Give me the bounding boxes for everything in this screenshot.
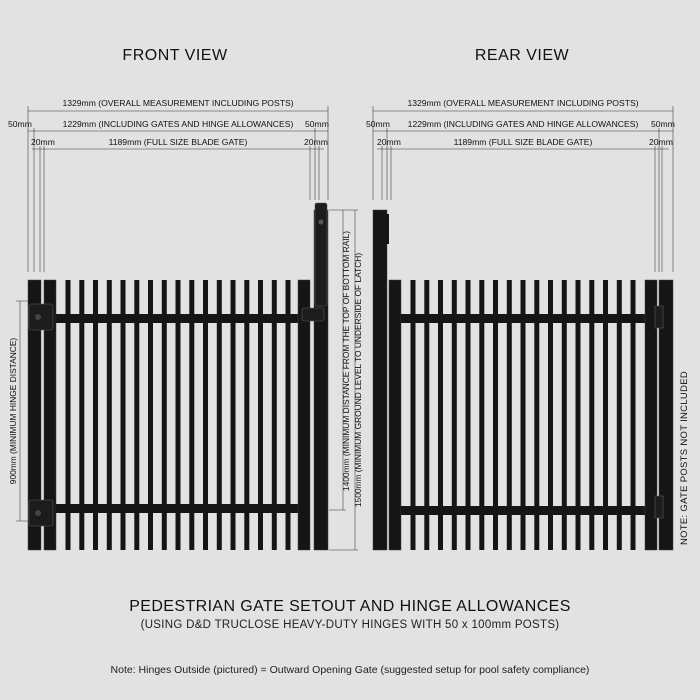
front-post-right-width: 50mm: [305, 119, 329, 129]
latch-distance-label-2: 1500mm (MINIMUM GROUND LEVEL TO UNDERSIDE OF LATCH): [353, 252, 363, 508]
front-allow-left: 20mm: [31, 137, 55, 147]
latch-distance-label-1: 1400mm (MINIMUM DISTANCE FROM THE TOP OF BOTTOM RAIL): [341, 230, 351, 492]
rear-dim-blade: 1189mm (FULL SIZE BLADE GATE): [453, 137, 593, 147]
front-hinge-bottom: [29, 500, 53, 526]
front-top-rail: [56, 314, 300, 323]
rear-allow-right: 20mm: [649, 137, 673, 147]
front-hinge-top: [29, 304, 53, 330]
front-view: [8, 47, 363, 550]
caption-subtitle: (USING D&D TRUCLOSE HEAVY-DUTY HINGES WITH 50 x 100mm POSTS): [140, 619, 560, 631]
rear-hinge-bottom: [655, 496, 663, 518]
rear-post-right-width: 50mm: [651, 119, 675, 129]
rear-allow-left: 20mm: [377, 137, 401, 147]
front-dim-gate-allowance: 1229mm (INCLUDING GATES AND HINGE ALLOWANCES): [62, 119, 294, 129]
rear-bottom-rail: [401, 506, 645, 515]
rear-gate: [373, 210, 673, 550]
rear-post-left-width: 50mm: [366, 119, 390, 129]
rear-view: [366, 47, 690, 550]
gate-posts-note: NOTE: GATE POSTS NOT INCLUDED: [679, 370, 690, 546]
rear-hinge-top: [655, 306, 663, 328]
front-dim-blade: 1189mm (FULL SIZE BLADE GATE): [108, 137, 248, 147]
front-bottom-rail: [56, 504, 300, 513]
caption: [0, 598, 700, 631]
caption-title: PEDESTRIAN GATE SETOUT AND HINGE ALLOWANCES: [129, 598, 571, 615]
rear-latch-stub: [380, 214, 389, 244]
rear-dimension-lines: [373, 106, 673, 272]
front-view-title: FRONT VIEW: [122, 47, 228, 64]
rear-view-title: REAR VIEW: [474, 47, 570, 64]
rear-top-rail: [401, 314, 645, 323]
front-allow-right: 20mm: [304, 137, 328, 147]
footnote: Note: Hinges Outside (pictured) = Outward Opening Gate (suggested setup for pool safety compliance): [110, 664, 590, 676]
rear-latch-post: [373, 210, 387, 550]
front-dim-overall: 1329mm (OVERALL MEASUREMENT INCLUDING POSTS): [62, 98, 294, 108]
rear-dim-gate-allowance: 1229mm (INCLUDING GATES AND HINGE ALLOWANCES): [407, 119, 639, 129]
hinge-distance-label: 900mm (MINIMUM HINGE DISTANCE): [8, 337, 18, 485]
front-gate: [28, 203, 328, 550]
front-post-left-width: 50mm: [8, 119, 32, 129]
front-dimension-lines: [28, 106, 328, 272]
rear-gate-stile-left: [389, 280, 401, 550]
rear-dim-overall: 1329mm (OVERALL MEASUREMENT INCLUDING POSTS): [407, 98, 639, 108]
